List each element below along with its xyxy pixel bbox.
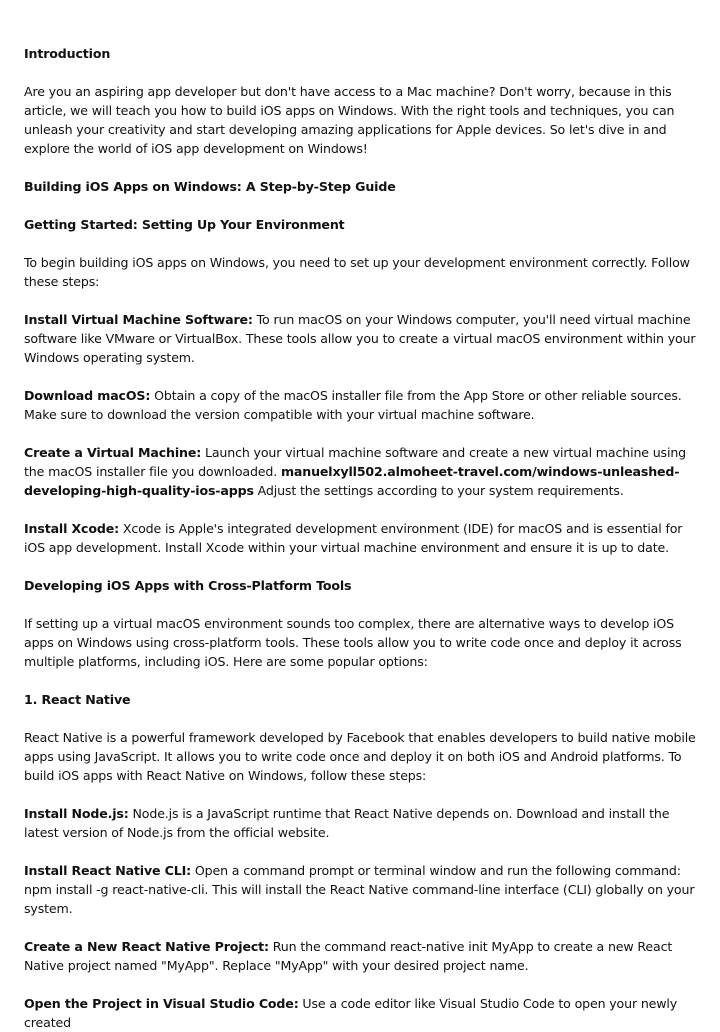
rn-step-title: Create a New React Native Project: xyxy=(24,939,269,954)
setup-step-text: To run macOS on your Windows computer, you'll need virtual machine software like VMware or VirtualBox. These tools allow you to create a virtual macOS environment within your Windows operating system. xyxy=(24,312,696,365)
rn-step-text: Run the command react-native init MyApp to create a new React Native project named "MyApp". Replace "MyApp" with your desired project name. xyxy=(24,939,673,973)
setup-step-create-vm xyxy=(24,443,696,500)
setup-step-text-after: Adjust the settings according to your system requirements. xyxy=(253,483,624,498)
rn-step-title: Open the Project in Visual Studio Code: xyxy=(24,996,299,1011)
setup-step-download-macos xyxy=(24,386,696,424)
setup-step-text: Xcode is Apple's integrated development environment (IDE) for macOS and is essential for iOS app development. Install Xcode within your virtual machine environment and ensure it is up to date. xyxy=(24,521,683,555)
setup-step-text: Launch your virtual machine software and create a new virtual machine using the macOS installer file you downloaded. xyxy=(24,445,686,479)
setup-step-title: Install Virtual Machine Software: xyxy=(24,312,253,327)
rn-step-title: Install Node.js: xyxy=(24,806,129,821)
introduction-heading: Introduction xyxy=(24,46,111,61)
setup-step-install-xcode xyxy=(24,519,696,557)
react-native-paragraph: React Native is a powerful framework developed by Facebook that enables developers to build native mobile apps using JavaScript. It allows you to write code once and deploy it on both iOS and Android platforms. To build iOS apps with React Native on Windows, follow these steps: xyxy=(24,730,696,783)
setup-step-vm-software xyxy=(24,310,696,367)
rn-step-text: Node.js is a JavaScript runtime that React Native depends on. Download and install the latest version of Node.js from the official website. xyxy=(24,806,670,840)
setup-step-title: Download macOS: xyxy=(24,388,151,403)
rn-step-title: Install React Native CLI: xyxy=(24,863,192,878)
rn-step-install-cli xyxy=(24,861,696,918)
article-link[interactable]: manuelxyll502.almoheet-travel.com/windows-unleashed-developing-high-quality-ios-apps xyxy=(24,464,680,498)
rn-step-create-project xyxy=(24,937,696,975)
react-native-heading: 1. React Native xyxy=(24,692,131,707)
rn-step-text: Use a code editor like Visual Studio Code to open your newly created xyxy=(24,996,678,1030)
setup-step-title: Install Xcode: xyxy=(24,521,120,536)
guide-heading: Building iOS Apps on Windows: A Step-by-Step Guide xyxy=(24,179,396,194)
cross-platform-paragraph: If setting up a virtual macOS environment sounds too complex, there are alternative ways to develop iOS apps on Windows using cross-platform tools. These tools allow you to write code once and deploy it across multiple platforms, including iOS. Here are some popular options: xyxy=(24,616,682,669)
setup-step-text: Obtain a copy of the macOS installer file from the App Store or other reliable sources. Make sure to download the version compatible with your virtual machine software. xyxy=(24,388,682,422)
rn-step-open-vscode xyxy=(24,994,696,1032)
rn-step-text: Open a command prompt or terminal window and run the following command: npm install -g react-native-cli. This will install the React Native command-line interface (CLI) globally on your system. xyxy=(24,863,695,916)
getting-started-paragraph: To begin building iOS apps on Windows, you need to set up your development environment correctly. Follow these steps: xyxy=(24,255,690,289)
getting-started-heading: Getting Started: Setting Up Your Environment xyxy=(24,217,345,232)
setup-step-title: Create a Virtual Machine: xyxy=(24,445,202,460)
rn-step-install-node xyxy=(24,804,696,842)
cross-platform-heading: Developing iOS Apps with Cross-Platform Tools xyxy=(24,578,352,593)
introduction-paragraph: Are you an aspiring app developer but don't have access to a Mac machine? Don't worry, because in this article, we will teach you how to build iOS apps on Windows. With the right tools and techniques, you can unleash your creativity and start developing amazing applications for Apple devices. So let's dive in and explore the world of iOS app development on Windows! xyxy=(24,84,675,156)
